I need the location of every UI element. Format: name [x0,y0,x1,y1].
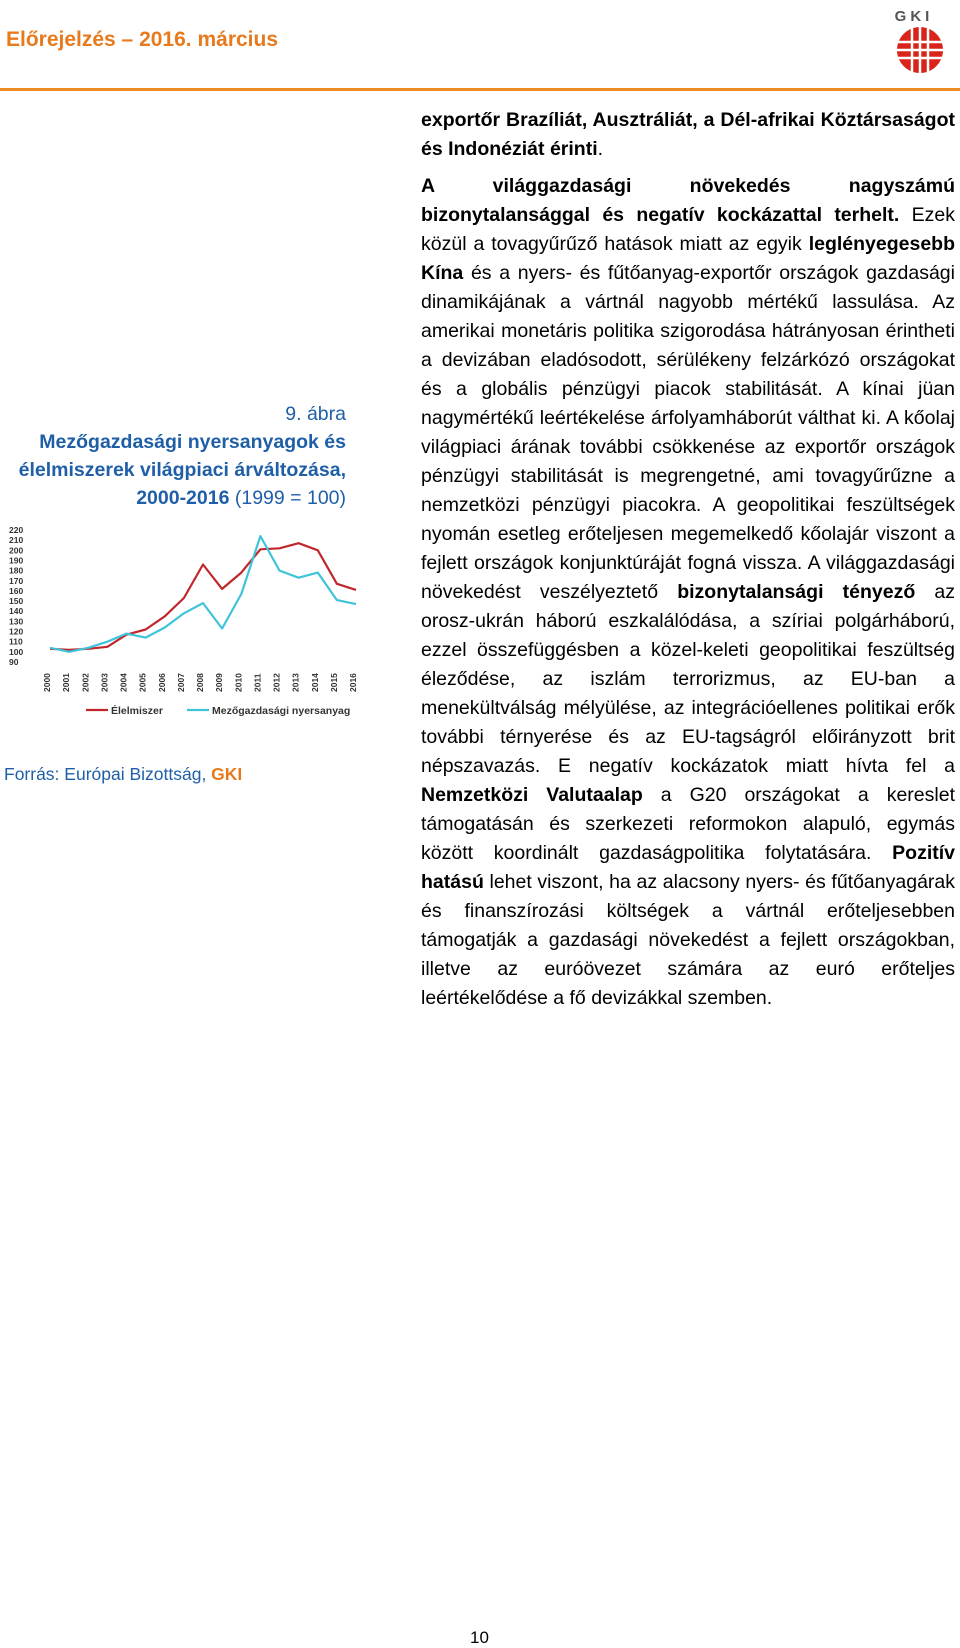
y-tick-label-10: 190 [9,555,24,566]
x-tick-label-2016: 2016 [348,673,358,692]
y-tick-label-6: 150 [9,596,24,607]
header-divider [0,88,960,91]
x-tick-label-2012: 2012 [271,673,282,692]
main-text-column [421,106,955,1021]
x-tick-label-2008: 2008 [195,673,205,692]
series-line-0 [50,543,356,650]
y-tick-label-11: 200 [9,545,24,556]
figure-source [4,764,242,785]
y-tick-label-7: 160 [9,585,24,596]
x-tick-label-2013: 2013 [290,673,301,692]
y-tick-label-13: 220 [9,525,24,535]
y-tick-label-4: 130 [9,616,24,627]
y-tick-label-3: 120 [9,626,24,637]
x-tick-label-2004: 2004 [118,673,129,692]
figure-title-period: 2000-2016 [136,487,230,509]
y-tick-label-2: 110 [9,636,23,647]
price-change-line-chart [6,522,386,760]
x-tick-label-2007: 2007 [175,673,186,692]
x-tick-label-2002: 2002 [80,673,91,692]
x-tick-label-2005: 2005 [137,673,148,692]
x-tick-label-2003: 2003 [99,673,110,692]
x-tick-label-2010: 2010 [233,673,244,692]
legend-label-1: Mezőgazdasági nyersanyag [212,705,351,717]
figure-title-line-2: élelmiszerek világpiaci árváltozása, [18,459,346,481]
x-tick-label-2014: 2014 [309,673,320,692]
figure-title-base: (1999 = 100) [229,487,346,509]
x-tick-label-2015: 2015 [328,673,339,692]
source-gki: GKI [211,764,243,784]
figure-number: 9. ábra [285,403,346,425]
figure-title-line-3 [8,484,346,512]
figure-caption [8,400,346,512]
source-text: Forrás: Európai Bizottság, [4,764,212,784]
logo-text: GKI [894,8,934,25]
x-tick-label-2011: 2011 [252,673,263,692]
legend-label-0: Élelmiszer [111,705,163,717]
y-tick-label-12: 210 [9,535,24,546]
y-tick-label-1: 100 [9,646,24,657]
x-tick-label-2000: 2000 [42,673,52,692]
figure-title-line-1: Mezőgazdasági nyersanyagok és [39,431,346,453]
page-number: 10 [470,1628,489,1647]
x-tick-label-2001: 2001 [61,673,72,692]
y-tick-label-0: 90 [9,657,19,667]
y-tick-label-5: 140 [9,606,24,617]
y-tick-label-9: 180 [9,565,24,576]
document-header-title: Előrejelzés – 2016. március [6,28,279,51]
paragraph-2: A világgazdasági növekedés nagyszámú bizonytalansággal és negatív kockázattal terhelt. Ezek közül a tovagyűrűző hatások miatt az egyik leglényegesebb Kína és a nyers- és fűtőanyag-exportőr országok gazdasági dinamikájának a vártnál nagyobb mértékű lassulása. Az amerikai monetáris politika szigorodása hátrányosan érintheti a devizában eladósodott, sérülékeny felzárkózó országokat és a globális pénzügyi piacok stabilitását. A kínai jüan nagymértékű leértékelése árfolyamháborút válthat ki. A kőolaj világpiaci árának további csökkenése az exportőr országok pénzügyi stabilitását is megrengetné, ami tovagyűrűzne a nemzetközi pénzügyi piacokra. A geopolitikai feszültségek nyomán esetleg erőteljesen megemelkedő kőolajár viszont a fejlett országok konjunktúráját fogná vissza. A világgazdasági növekedést veszélyeztető bizonytalansági tényező az orosz-ukrán háború eszkalálódása, a szíriai polgárháború, ezzel összefüggésben a közel-keleti geopolitikai feszültség éleződése, az iszlám terrorizmus, az EU-ban a menekültválság mélyülése, az integrációellenes politikai erők további térnyerése és az EU-tagságról előirányzott brit népszavazás. E negatív kockázatok miatt hívta fel a Nemzetközi Valutaalap a G20 országokat a kereslet támogatásán és szerkezeti reformokon alapuló, egymás között koordinált gazdaságpolitika folytatására. Pozitív hatású lehet viszont, ha az alacsony nyers- és fűtőanyagárak és finanszírozási költségek a vártnál erőteljesebben támogatják a gazdasági növekedést a fejlett országokban, illetve az euróövezet számára az euró erőteljes leértékelődése a fő devizákkal szemben. [421,175,956,1009]
x-tick-label-2006: 2006 [156,673,167,692]
gki-logo [876,4,952,76]
y-tick-label-8: 170 [9,575,24,586]
series-line-1 [50,536,356,652]
x-tick-label-2009: 2009 [214,673,225,692]
paragraph-1: exportőr Brazíliát, Ausztráliát, a Dél-afrikai Köztársaságot és Indonéziát érinti. [421,109,955,160]
